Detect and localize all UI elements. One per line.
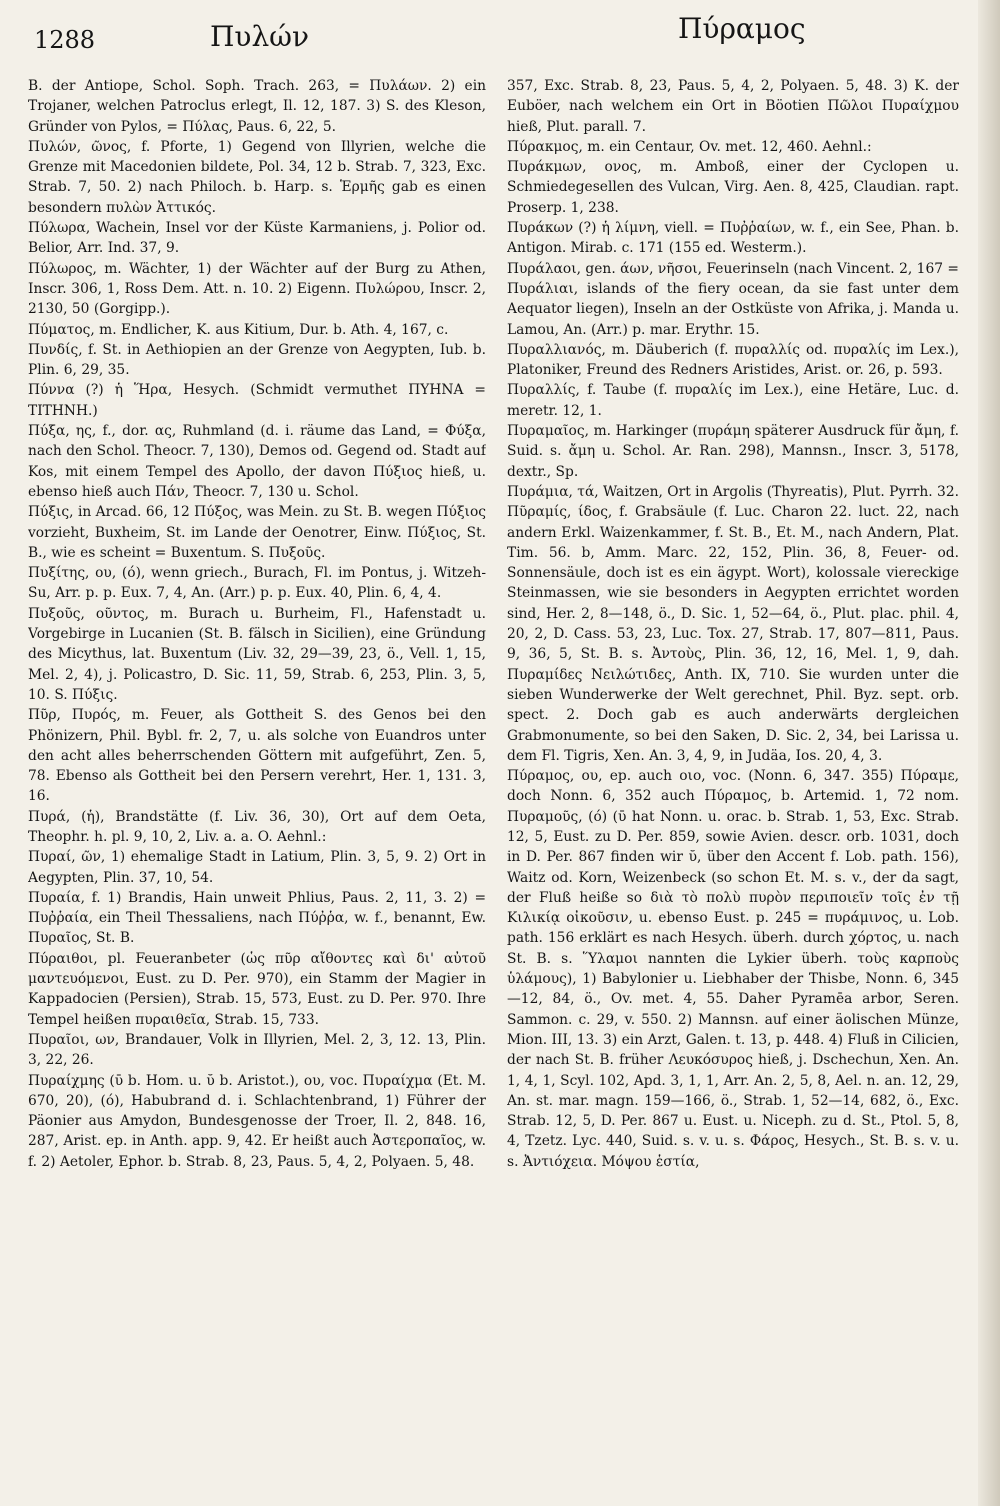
dictionary-entry: Πύλωρα, Wachein, Insel vor der Küste Karmaniens, j. Polior od. Belior, Arr. Ind. 37, 9. — [28, 220, 486, 257]
left-column — [28, 76, 486, 1494]
dictionary-entry: Πύννα (?) ἡ Ἥρα, Hesych. (Schmidt vermuthet ΠΥΗΝΑ = ΤΙΤΗΝΗ.) — [28, 382, 486, 419]
dictionary-entry: Πυραλλίς, f. Taube (f. πυραλίς im Lex.), eine Hetäre, Luc. d. meretr. 12, 1. — [507, 382, 959, 419]
dictionary-entry: Πυραία, f. 1) Brandis, Hain unweit Phlius, Paus. 2, 11, 3. 2) = Πυῤῥαία, ein Theil Thessaliens, nach Πύῤῥα, w. f., benannt, Ew. Πυραῖος, St. B. — [28, 889, 486, 947]
dictionary-entry: Πύλωρος, m. Wächter, 1) der Wächter auf der Burg zu Athen, Inscr. 306, 1, Ross Dem. Att. n. 10. 2) Eigenn. Πυλώρου, Inscr. 2, 2130, 50 (Gorgipp.). — [28, 260, 486, 318]
dictionary-entry: Πύραμος, ου, ep. auch οιο, voc. (Nonn. 6, 347. 355) Πύραμε, doch Nonn. 6, 352 auch Πύραμος, b. Artemid. 1, 72 nom. Πυραμοῦς, (ό) (ῡ hat Nonn. u. orac. b. Strab. 1, 53, Exc. Strab. 12, 5, Eust. zu D. Per. 859, sowie Avien. descr. orb. 1031, doch in D. Per. 867 finden wir ῠ, über den Accent f. Lob. path. 156), Waitz od. Korn, Weizenbeck (so schon Et. M. s. v., der da sagt, der Fluß heiße so διὰ τὸ πολὺ πυρὸν περιποιεῖν τοῖς ἐν τῇ Κιλικίᾳ οἰκοῦσιν, u. ebenso Eust. p. 245 = πυράμινος, u. Lob. path. 156 erklärt es nach Hesych. überh. durch χόρτος, u. nach St. B. s. Ὕλαμοι nannten die Lykier überh. τοὺς καρποὺς ὑλάμους), 1) Babylonier u. Liebhaber der Thisbe, Nonn. 6, 345—12, 84, ö., Ov. met. 4, 55. Daher Pyramēa arbor, Seren. Sammon. c. 29, v. 550. 2) Mannsn. auf einer äolischen Münze, Mion. III, 13. 3) ein Arzt, Galen. t. 13, p. 448. 4) Fluß in Cilicien, der nach St. B. früher Λευκόσυρος hieß, j. Dschechun, Xen. An. 1, 4, 1, Scyl. 102, Apd. 3, 1, 1, Arr. An. 2, 5, 8, Ael. n. an. 12, 29, An. st. mar. magn. 159—166, ö., Strab. 1, 52—14, 682, ö., Exc. Strab. 12, 5, D. Per. 867 u. Eust. u. Niceph. zu d. St., Ptol. 5, 8, 4, Tzetz. Lyc. 440, Suid. s. v. u. s. Φάρος, Hesych., St. B. s. v. u. s. Ἀντιόχεια. Μόψου ἑστία, — [507, 768, 959, 1170]
dictionary-entry: Πυράκων (?) ἡ λίμνη, viell. = Πυῤῥαίων, w. f., ein See, Phan. b. Antigon. Mirab. c. 171 (155 ed. Westerm.). — [507, 220, 959, 257]
dictionary-entry: Πυξοῦς, οῦντος, m. Burach u. Burheim, Fl., Hafenstadt u. Vorgebirge in Lucanien (St. B. fälsch in Sicilien), eine Gründung des Micythus, lat. Buxentum (Liv. 32, 29—39, 23, ö., Vell. 1, 15, Mel. 2, 4), j. Policastro, D. Sic. 11, 59, Strab. 6, 253, Plin. 3, 5, 10. S. Πύξις. — [28, 605, 486, 703]
dictionary-entry: Πυξίτης, ου, (ό), wenn griech., Burach, Fl. im Pontus, j. Witzeh-Su, Arr. p. p. Eux. 7, 4, An. (Arr.) p. p. Eux. 40, Plin. 6, 4, 4. — [28, 565, 486, 602]
dictionary-entry: B. der Antiope, Schol. Soph. Trach. 263, = Πυλάων. 2) ein Trojaner, welchen Patroclus erlegt, Il. 12, 187. 3) S. des Kleson, Gründer von Pylos, = Πύλας, Paus. 6, 22, 5. — [28, 78, 486, 135]
dictionary-entry: Πυλών, ῶνος, f. Pforte, 1) Gegend von Illyrien, welche die Grenze mit Macedonien bildete, Pol. 34, 12 b. Strab. 7, 323, Exc. Strab. 7, 50. 2) nach Philoch. b. Harp. s. Ἑρμῆς gab es einen besondern πυλὼν Ἀττικός. — [28, 138, 486, 216]
dictionary-entry: Πύραιθοι, pl. Feueranbeter (ὡς πῦρ αἴθοντες καὶ δι' αὐτοῦ μαντευόμενοι, Eust. zu D. Per. 970), ein Stamm der Magier in Kappadocien (Persien), Strab. 15, 573, Eust. zu D. Per. 970. Ihre Tempel heißen πυραιθεῖα, Strab. 15, 733. — [28, 950, 486, 1028]
dictionary-entry: Πύξα, ης, f., dor. ας, Ruhmland (d. i. räume das Land, = Φύξα, nach den Schol. Theocr. 7, 130), Demos od. Gegend od. Stadt auf Kos, mit einem Tempel des Apollo, der davon Πύξιος hieß, u. ebenso hieß auch Πάν, Theocr. 7, 130 u. Schol. — [28, 423, 486, 500]
dictionary-entry: Πυράμια, τά, Waitzen, Ort in Argolis (Thyreatis), Plut. Pyrrh. 32. — [507, 483, 959, 500]
dictionary-entry: Πυραῖοι, ων, Brandauer, Volk in Illyrien, Mel. 2, 3, 12. 13, Plin. 3, 22, 26. — [28, 1031, 486, 1069]
dictionary-entry: Πυραμαῖος, m. Harkinger (πυράμη späterer Ausdruck für ἄμη, f. Suid. s. ἄμη u. Schol. Ar. Ran. 298), Mannsn., Inscr. 3, 5178, dextr., Sp. — [507, 423, 959, 480]
dictionary-entry: Πυράκμων, ονος, m. Amboß, einer der Cyclopen u. Schmiedegesellen des Vulcan, Virg. Aen. 8, 425, Claudian. rapt. Proserp. 1, 238. — [507, 159, 959, 216]
dictionary-entry: Πυνδίς, f. St. in Aethiopien an der Grenze von Aegypten, Iub. b. Plin. 6, 29, 35. — [28, 341, 486, 379]
right-column — [507, 76, 959, 1494]
dictionary-entry: Πύματος, m. Endlicher, K. aus Kitium, Dur. b. Ath. 4, 167, c. — [28, 321, 449, 338]
dictionary-entry: Πῦρ, Πυρός, m. Feuer, als Gottheit S. des Genos bei den Phönizern, Phil. Bybl. fr. 2, 7, u. als solche von Euandros unter den acht alles beherrschenden Göttern mit aufgeführt, Zen. 5, 78. Ebenso als Gottheit bei den Persern verehrt, Her. 1, 131. 3, 16. — [28, 707, 486, 805]
page-header — [30, 12, 980, 68]
dictionary-entry: 357, Exc. Strab. 8, 23, Paus. 5, 4, 2, Polyaen. 5, 48. 3) K. der Euböer, nach welchem ein Ort in Böotien Πῶλοι Πυραίχμου hieß, Plut. parall. 7. — [507, 78, 959, 135]
page-number: 1288 — [34, 26, 96, 54]
dictionary-entry: Πῦραμίς, ίδος, f. Grabsäule (f. Luc. Charon 22. luct. 22, nach andern Erkl. Waizenkammer, f. St. B., Et. M., nach Andern, Plat. Tim. 56. b, Amm. Marc. 22, 152, Plin. 36, 8, Feuer- od. Sonnensäule, doch ist es ein ägypt. Wort), kolossale viereckige Steinmassen, wie sie besonders in Aegypten errichtet worden sind, Her. 2, 8—148, ö., D. Sic. 1, 52—64, ö., Plut. plac. phil. 4, 20, 2, D. Cass. 53, 23, Luc. Tox. 27, Strab. 17, 807—811, Paus. 9, 36, 5, St. B. s. Ἀντοὺς, Plin. 36, 12, 16, Mel. 1, 9, dah. Πυραμίδες Νειλώτιδες, Anth. IX, 710. Sie wurden unter die sieben Wunderwerke der Welt gerechnet, Phil. Byz. sept. orb. spect. 2. Doch gab es auch anderwärts dergleichen Grabmonumente, so bei den Saken, D. Sic. 2, 34, bei Larissa u. dem Fl. Tigris, Xen. An. 3, 4, 9, in Judäa, Ios. 20, 4, 3. — [507, 504, 959, 764]
right-running-headword: Πύραμος — [678, 12, 806, 45]
dictionary-entry: Πυράλαοι, gen. άων, νῆσοι, Feuerinseln (nach Vincent. 2, 167 = Πυράλιαι, islands of the fiery ocean, da sie fast unter dem Aequator liegen), Inseln an der Ostküste von Afrika, j. Manda u. Lamou, An. (Arr.) p. mar. Erythr. 15. — [507, 260, 959, 338]
dictionary-entry: Πυραίχμης (ῡ b. Hom. u. ῠ b. Aristot.), ου, voc. Πυραίχμα (Et. M. 670, 20), (ό), Habubrand d. i. Schlachtenbrand, 1) Führer der Päonier aus Amydon, Bundesgenosse der Troer, Il. 2, 848. 16, 287, Arist. ep. in Anth. app. 9, 42. Er heißt auch Ἀστεροπαῖος, w. f. 2) Aetoler, Ephor. b. Strab. 8, 23, Paus. 5, 4, 2, Polyaen. 5, 48. — [28, 1072, 486, 1170]
dictionary-entry: Πύρακμος, m. ein Centaur, Ov. met. 12, 460. Aehnl.: — [507, 138, 872, 155]
page-edge-shadow — [978, 0, 1000, 1506]
left-running-headword: Πυλών — [210, 20, 310, 53]
dictionary-entry: Πυρά, (ἡ), Brandstätte (f. Liv. 36, 30), Ort auf dem Oeta, Theophr. h. pl. 9, 10, 2, Liv. a. a. O. Aehnl.: — [28, 808, 486, 845]
dictionary-entry: Πύξις, in Arcad. 66, 12 Πύξος, was Mein. zu St. B. wegen Πύξιος vorzieht, Buxheim, St. im Lande der Oenotrer, Einw. Πύξιος, St. B., wie es scheint = Buxentum. S. Πυξοῦς. — [28, 504, 486, 561]
dictionary-entry: Πυραλλιανός, m. Däuberich (f. πυραλλίς od. πυραλίς im Lex.), Platoniker, Freund des Redners Aristides, Arist. or. 26, p. 593. — [507, 341, 959, 379]
dictionary-entry: Πυραί, ῶν, 1) ehemalige Stadt in Latium, Plin. 3, 5, 9. 2) Ort in Aegypten, Plin. 37, 10, 54. — [28, 849, 486, 886]
